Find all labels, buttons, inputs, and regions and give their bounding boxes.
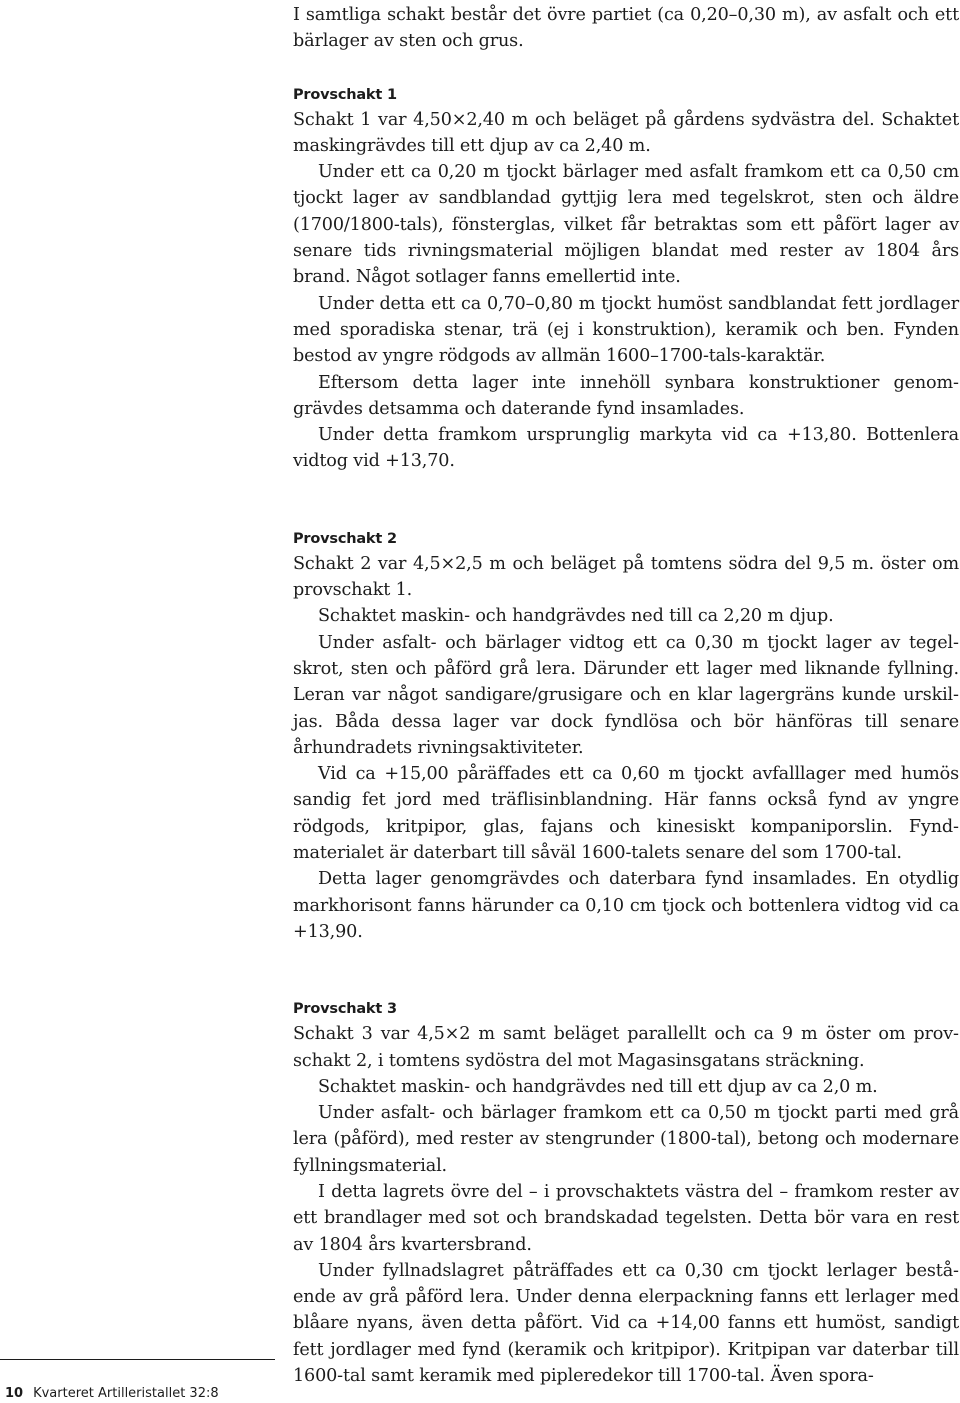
section-heading: Provschakt 1	[293, 86, 397, 103]
paragraph: Under asfalt- och bärlager framkom ett ca 0,50 m tjockt parti med grå lera (påförd), med rester av stengrunder (1800-tal), betong och modernare fyllningsmaterial.	[293, 1103, 959, 1176]
paragraph: Under asfalt- och bärlager vidtog ett ca 0,30 m tjockt lager av tegelskrot, sten och påförd grå lera. Därunder ett lager med liknande fyllning. Leran var något sandigare/grusigare och en klar lagergräns kunde urskiljas. Båda dessa lager var dock fyndlösa och bör hänföras till senare århundradets rivningsaktiviteter.	[293, 632, 959, 758]
paragraph: Schakt 2 var 4,5×2,5 m och beläget på tomtens södra del 9,5 m. öster om provschakt 1.	[293, 553, 959, 601]
paragraph: Schakt 3 var 4,5×2 m samt beläget parallellt och ca 9 m öster om provschakt 2, i tomtens sydöstra del mot Magasinsgatans sträckning.	[293, 1024, 959, 1071]
section-provschakt-1	[293, 83, 959, 475]
paragraph: Eftersom detta lager inte innehöll synbara konstruktioner genomgrävdes detsamma och daterande fynd insamlades.	[293, 372, 959, 419]
section-provschakt-2	[293, 527, 959, 945]
paragraph: Under detta framkom ursprunglig markyta vid ca +13,80. Bottenlera vidtog vid +13,70.	[293, 425, 959, 472]
section-spacer	[293, 475, 959, 527]
page-number: 10	[5, 1386, 24, 1401]
paragraph: Schaktet maskin- och handgrävdes ned till ca 2,20 m djup.	[318, 606, 834, 627]
intro-paragraph: I samtliga schakt består det övre partiet (ca 0,20–0,30 m), av asfalt och ett bärlager av sten och grus.	[293, 5, 959, 52]
paragraph: Detta lager genomgrävdes och daterbara fynd insamlades. En otydlig markhorisont fanns härunder ca 0,10 cm tjock och bottenlera vidtog vid ca +13,90.	[293, 869, 959, 942]
page-footer	[5, 1386, 219, 1401]
running-title: Kvarteret Artilleristallet 32:8	[33, 1386, 219, 1401]
footer-divider	[0, 1359, 275, 1360]
paragraph: Under ett ca 0,20 m tjockt bärlager med asfalt framkom ett ca 0,50 cm tjockt lager av sandblandad gyttjig lera med tegelskrot, sten och äldre (1700/1800-tals), fönsterglas, vilket får betraktas som ett påfört lager av senare tids rivningsmaterial möjligen blandat med rester av 1804 års brand. Något sotlager fanns emellertid inte.	[293, 162, 959, 288]
section-heading: Provschakt 3	[293, 1001, 397, 1018]
section-spacer	[293, 945, 959, 997]
paragraph: Under detta ett ca 0,70–0,80 m tjockt humöst sandblandat fett jordlager med sporadiska stenar, trä (ej i konstruktion), keramik och ben. Fynden bestod av yngre rödgods av allmän 1600–1700-tals-karaktär.	[293, 293, 959, 367]
paragraph: Schaktet maskin- och handgrävdes ned till ett djup av ca 2,0 m.	[318, 1076, 878, 1097]
paragraph: Schakt 1 var 4,50×2,40 m och beläget på gårdens sydvästra del. Schaktet maskingrävdes till ett djup av ca 2,40 m.	[293, 109, 959, 156]
article-body	[293, 2, 959, 1389]
paragraph: Under fyllnadslagret påträffades ett ca 0,30 cm tjockt lerlager bestående av grå påförd lera. Under denna elerpackning fanns ett lerlager med blåare nyans, även detta påfört. Vid ca +14,00 fanns ett humöst, sandigt fett jordlager med fynd (keramik och kritpipor). Kritpipan var daterbar till 1600-tal samt keramik med pipleredekor till 1700-tal. Även spora-	[293, 1260, 959, 1387]
paragraph: I detta lagrets övre del – i provschaktets västra del – framkom rester av ett brandlager med sot och brandskadad tegelsten. Detta bör vara en rest av 1804 års kvartersbrand.	[293, 1181, 959, 1255]
section-heading: Provschakt 2	[293, 530, 397, 547]
paragraph: Vid ca +15,00 påräffades ett ca 0,60 m tjockt avfalllager med humös sandig fet jord med träflisinblandning. Här fanns också fynd av yngre rödgods, kritpipor, glas, fajans och kinesiskt kompaniporslin. Fyndmaterialet är daterbart till såväl 1600-talets senare del som 1700-tal.	[293, 764, 959, 864]
section-spacer	[293, 55, 959, 83]
section-provschakt-3	[293, 997, 959, 1389]
